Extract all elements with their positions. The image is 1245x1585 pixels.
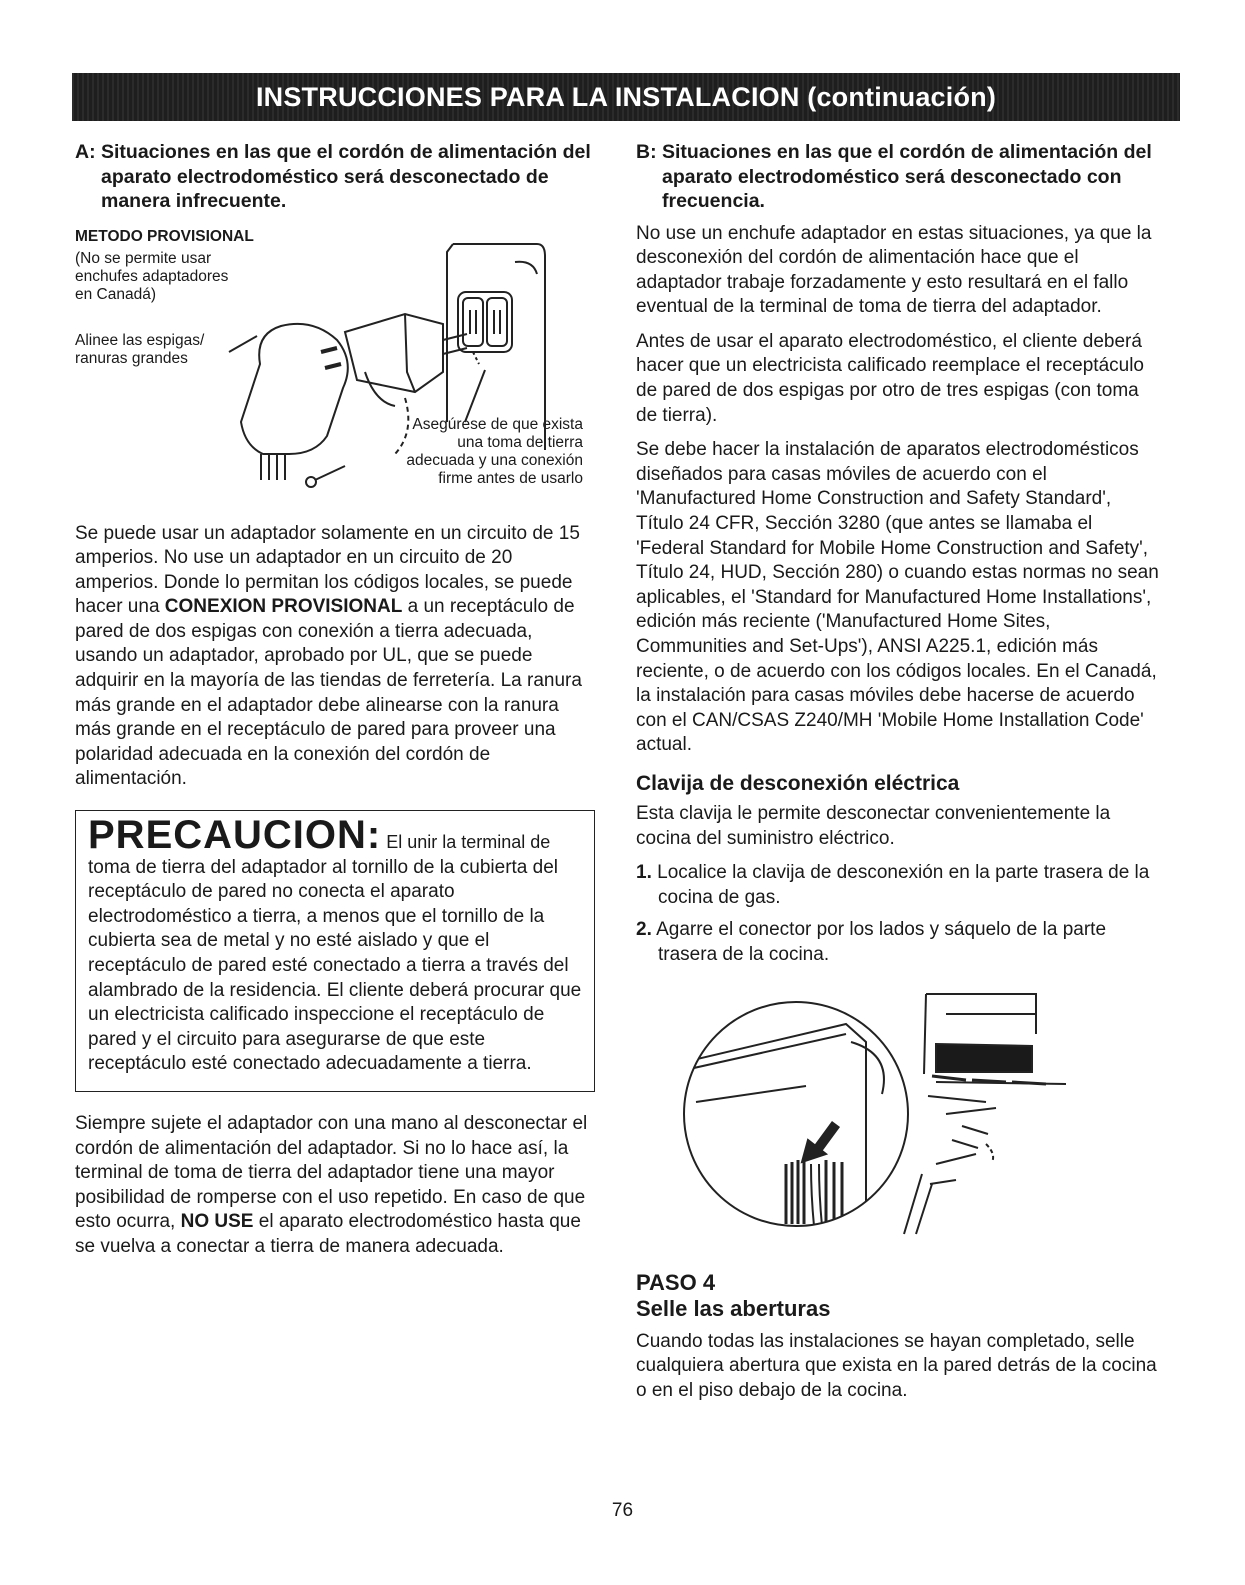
section-a-marker: A: [75, 141, 96, 163]
step-1 [636, 861, 1161, 910]
figure-label-align-1: Alinee las espigas/ [75, 331, 205, 349]
page-number: 76 [611, 1500, 634, 1521]
hold-adapter-paragraph [75, 1112, 595, 1260]
figure-label-ensure-4: firme antes de usarlo [438, 469, 583, 487]
figure-label-note-1: (No se permite usar [75, 249, 212, 267]
disconnect-figure [636, 984, 1161, 1254]
replace-receptacle-paragraph: Antes de usar el aparato electrodoméstico, el cliente deberá hacer que un electricista calificado reemplace el receptáculo de pared de dos espigas por otro de tres espigas (con toma de tierra). [636, 330, 1144, 426]
adapter-paragraph-text-b: a un receptáculo de pared de dos espigas con conexión a tierra adecuada, usando un adaptador, aprobado por UL, que se puede adquirir en la mayoría de las tiendas de ferretería. La ranura más grande en el adaptador debe alinearse con la ranura más grande en el receptáculo de pared para proveer una polaridad adecuada en la conexión del cordón de alimentación. [75, 596, 582, 790]
adapter-figure [75, 222, 595, 522]
step-2-text: Agarre el conector por los lados y sáquelo de la parte trasera de la cocina. [656, 919, 1107, 965]
section-banner [72, 73, 1180, 121]
section-b-marker: B: [636, 141, 657, 163]
seal-openings-paragraph: Cuando todas las instalaciones se hayan completado, selle cualquiera abertura que exista en la pared detrás de la cocina o en el piso debajo de la cocina. [636, 1330, 1157, 1401]
caution-title: PRECAUCION: [88, 813, 382, 858]
figure-label-ensure-1: Asegúrese de que exista [412, 415, 583, 433]
figure-label-ensure-2: una toma de tierra [457, 433, 583, 451]
adapter-paragraph [75, 522, 595, 793]
step-4-title: Selle las aberturas [636, 1295, 831, 1321]
disconnect-plug-paragraph: Esta clavija le permite desconectar convenientemente la cocina del suministro eléctrico. [636, 802, 1111, 849]
caution-body: toma de tierra del adaptador al tornillo de la cubierta del receptáculo de pared no conecta el aparato electrodoméstico a tierra, a menos que el tornillo de la cubierta sea de metal y no esté aislado y que el receptáculo de pared esté conectado a tierra a través del alambrado de la residencia. El cliente deberá procurar que un electricista calificado inspeccione el receptáculo de pared y el circuito para asegurarse de que este receptáculo esté conectado adecuadamente a tierra. [88, 856, 582, 1075]
mobile-home-paragraph: Se debe hacer la instalación de aparatos electrodomésticos diseñados para casas móviles de acuerdo con el 'Manufactured Home Construction and Safety Standard', Título 24 CFR, Sección 3280 (que antes se llamaba el 'Federal Standard for Mobile Home Construction and Safety', Título 24, HUD, Sección 280) o cuando estas normas no sean aplicables, el 'Standard for Manufactured Home Installations', edición más reciente ('Manufactured Home Sites, Communities and Set-Ups'), ANSI A225.1, edición más reciente, o de acuerdo con los códigos locales. En el Canadá, la instalación para casas móviles debe hacerse de acuerdo con el CAN/CSAS Z240/MH 'Mobile Home Installation Code' actual. [636, 439, 1159, 756]
disconnect-plug-heading: Clavija de desconexión eléctrica [636, 771, 960, 795]
adapter-paragraph-text-a: Se puede usar un adaptador solamente en un circuito de 15 amperios. No use un adaptador en un circuito de 20 amperios. Donde lo permitan los códigos locales, se puede hacer una [75, 522, 580, 618]
step-4-label: PASO 4 [636, 1269, 716, 1295]
step-2-number: 2. [636, 919, 652, 941]
section-b-heading [636, 140, 1161, 214]
no-adapter-paragraph: No use un enchufe adaptador en estas situaciones, ya que la desconexión del cordón de alimentación hace que el adaptador trabaje forzadamente y esto resultará en el fallo eventual de la terminal de toma de tierra del adaptador. [636, 222, 1152, 318]
caution-lead: El unir la terminal de [381, 832, 551, 853]
figure-label-align-2: ranuras grandes [75, 349, 188, 367]
hold-adapter-bold: NO USE [180, 1211, 254, 1233]
section-a-heading [75, 140, 595, 214]
figure-label-note-2: enchufes adaptadores [75, 267, 229, 285]
hold-adapter-text-b: el aparato electrodoméstico hasta que se vuelva a conectar a tierra de manera adecuada. [75, 1211, 581, 1257]
figure-label-title: METODO PROVISIONAL [75, 227, 254, 245]
left-column [75, 140, 595, 1270]
right-column [636, 140, 1161, 1413]
step-2 [636, 918, 1161, 967]
adapter-paragraph-bold: CONEXION PROVISIONAL [164, 596, 403, 618]
hold-adapter-text-a: Siempre sujete el adaptador con una mano al desconectar el cordón de alimentación del adaptador. Si no lo hace así, la terminal de toma de tierra del adaptador tiene una mayor posibilidad de romperse con el uso repetido. En caso de que esto ocurra, [75, 1112, 588, 1233]
caution-box [75, 810, 595, 1092]
step-1-number: 1. [636, 862, 652, 884]
figure-label-ensure-3: adecuada y una conexión [406, 451, 583, 469]
adapter-illustration [75, 222, 595, 522]
section-b-heading-text: Situaciones en las que el cordón de alimentación del aparato electrodoméstico será desconectado con frecuencia. [662, 141, 1152, 212]
range-back-illustration [636, 984, 1161, 1254]
banner-title: INSTRUCCIONES PARA LA INSTALACION (continuación) [255, 81, 997, 112]
figure-label-note-3: en Canadá) [75, 285, 157, 303]
section-a-heading-text: Situaciones en las que el cordón de alimentación del aparato electrodoméstico será desconectado de manera infrecuente. [101, 141, 591, 212]
step-1-text: Localice la clavija de desconexión en la parte trasera de la cocina de gas. [657, 862, 1150, 908]
